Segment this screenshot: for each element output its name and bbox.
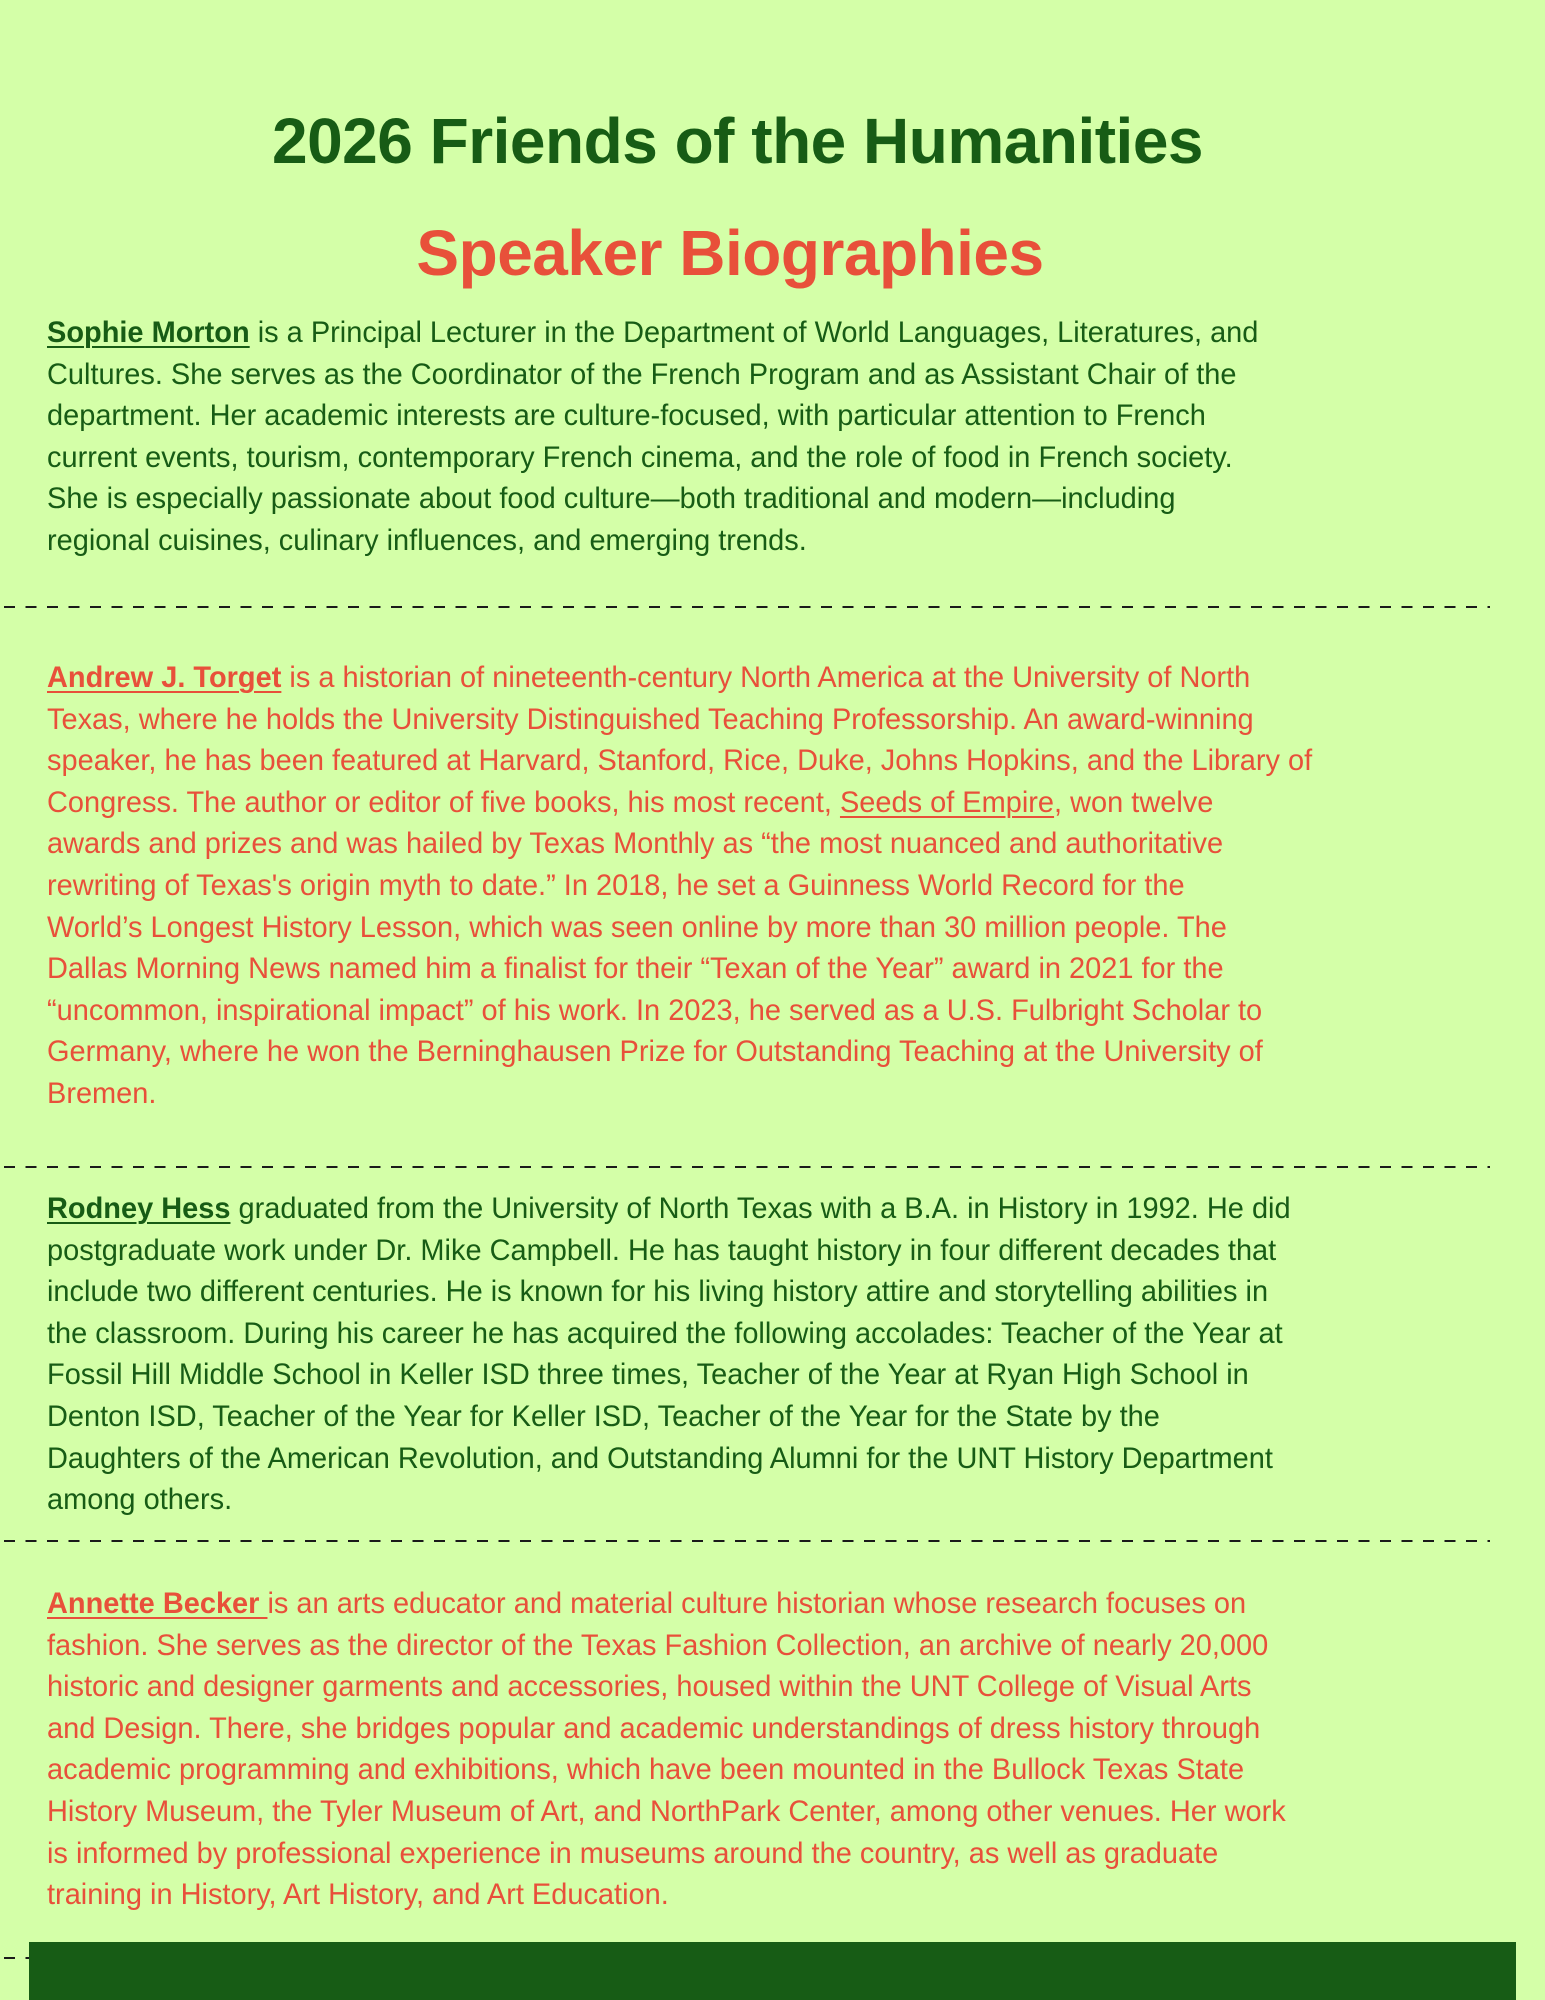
bio-line: and Design. There, she bridges popular and academic understandings of dress history through: [47, 1711, 1261, 1745]
dashed-divider: [4, 1166, 1490, 1168]
footer-bar: [29, 1942, 1516, 2000]
speaker-bio-rodney-hess: [47, 1188, 1517, 1521]
bio-line: Germany, where he won the Berninghausen Prize for Outstanding Teaching at the University of: [47, 1035, 1263, 1069]
dashed-divider: [4, 606, 1490, 608]
bio-line: Fossil Hill Middle School in Keller ISD three times, Teacher of the Year at Ryan High School in: [47, 1358, 1249, 1392]
speaker-name-link[interactable]: Rodney Hess: [47, 1192, 231, 1225]
speaker-name-link[interactable]: Andrew J. Torget: [47, 661, 282, 694]
speaker-bio-andrew-torget: [47, 657, 1517, 1115]
bio-text: is a Principal Lecturer in the Department of World Languages, Literatures, and: [249, 316, 1259, 349]
bio-line: [47, 312, 1490, 354]
bio-line: is informed by professional experience in museums around the country, as well as graduate: [47, 1836, 1219, 1870]
bio-line: department. Her academic interests are culture-focused, with particular attention to French: [47, 399, 1206, 433]
bio-line: [47, 1188, 1490, 1230]
speaker-bio-annette-becker: [47, 1583, 1517, 1916]
bio-text: graduated from the University of North Texas with a B.A. in History in 1992. He did: [230, 1192, 1291, 1225]
bio-line: Bremen.: [47, 1076, 157, 1110]
bio-line: Denton ISD, Teacher of the Year for Keller ISD, Teacher of the Year for the State by the: [47, 1399, 1160, 1433]
bio-line: current events, tourism, contemporary French cinema, and the role of food in French society.: [47, 440, 1233, 474]
page-title: 2026 Friends of the Humanities: [271, 105, 1204, 177]
bio-line: rewriting of Texas's origin myth to date.” In 2018, he set a Guinness World Record for the: [47, 868, 1185, 902]
dashed-divider: [4, 1540, 1490, 1542]
speaker-name-link[interactable]: Sophie Morton: [47, 316, 250, 349]
bio-line: Daughters of the American Revolution, and Outstanding Alumni for the UNT History Department: [47, 1441, 1273, 1475]
bio-line: awards and prizes and was hailed by Texas Monthly as “the most nuanced and authoritative: [47, 827, 1224, 861]
bio-text: , won twelve: [1054, 785, 1214, 819]
bio-line: [47, 1583, 1490, 1625]
bio-line: regional cuisines, culinary influences, and emerging trends.: [47, 523, 807, 557]
bio-line: Dallas Morning News named him a finalist for their “Texan of the Year” award in 2021 for the: [47, 952, 1224, 986]
bio-line: fashion. She serves as the director of the Texas Fashion Collection, an archive of nearly 20,000: [47, 1628, 1269, 1662]
bio-line: speaker, he has been featured at Harvard, Stanford, Rice, Duke, Johns Hopkins, and the Library of: [47, 744, 1313, 778]
bio-line: the classroom. During his career he has acquired the following accolades: Teacher of the Year at: [47, 1316, 1283, 1350]
page-subtitle: Speaker Biographies: [416, 217, 1044, 289]
bio-text: Congress. The author or editor of five books, his most recent,: [47, 785, 840, 819]
bio-line: include two different centuries. He is known for his living history attire and storytelling abilities in: [47, 1275, 1269, 1309]
bio-line: [47, 782, 1490, 824]
bio-line: historic and designer garments and accessories, housed within the UNT College of Visual Arts: [47, 1670, 1252, 1704]
bio-line: World’s Longest History Lesson, which was seen online by more than 30 million people. The: [47, 910, 1227, 944]
bio-line: academic programming and exhibitions, which have been mounted in the Bullock Texas State: [47, 1753, 1245, 1787]
book-title-link[interactable]: Seeds of Empire: [839, 785, 1055, 819]
bio-text: is a historian of nineteenth-century North America at the University of North: [281, 661, 1251, 694]
bio-line: “uncommon, inspirational impact” of his work. In 2023, he served as a U.S. Fulbright Scholar to: [47, 993, 1263, 1027]
bio-line: training in History, Art History, and Art Education.: [47, 1878, 669, 1912]
speaker-bio-sophie-morton: [47, 312, 1517, 562]
speaker-name-link[interactable]: Annette Becker: [47, 1587, 268, 1620]
bio-line: Texas, where he holds the University Distinguished Teaching Professorship. An award-winning: [47, 702, 1254, 736]
bio-line: Cultures. She serves as the Coordinator of the French Program and as Assistant Chair of the: [47, 357, 1237, 391]
bio-line: postgraduate work under Dr. Mike Campbell. He has taught history in four different decades that: [47, 1233, 1277, 1267]
bio-line: She is especially passionate about food culture—both traditional and modern—including: [47, 482, 1176, 516]
bio-line: [47, 657, 1490, 699]
bio-line: among others.: [47, 1483, 233, 1517]
bio-line: History Museum, the Tyler Museum of Art, and NorthPark Center, among other venues. Her work: [47, 1794, 1286, 1828]
bio-text: is an arts educator and material culture historian whose research focuses on: [267, 1587, 1247, 1620]
